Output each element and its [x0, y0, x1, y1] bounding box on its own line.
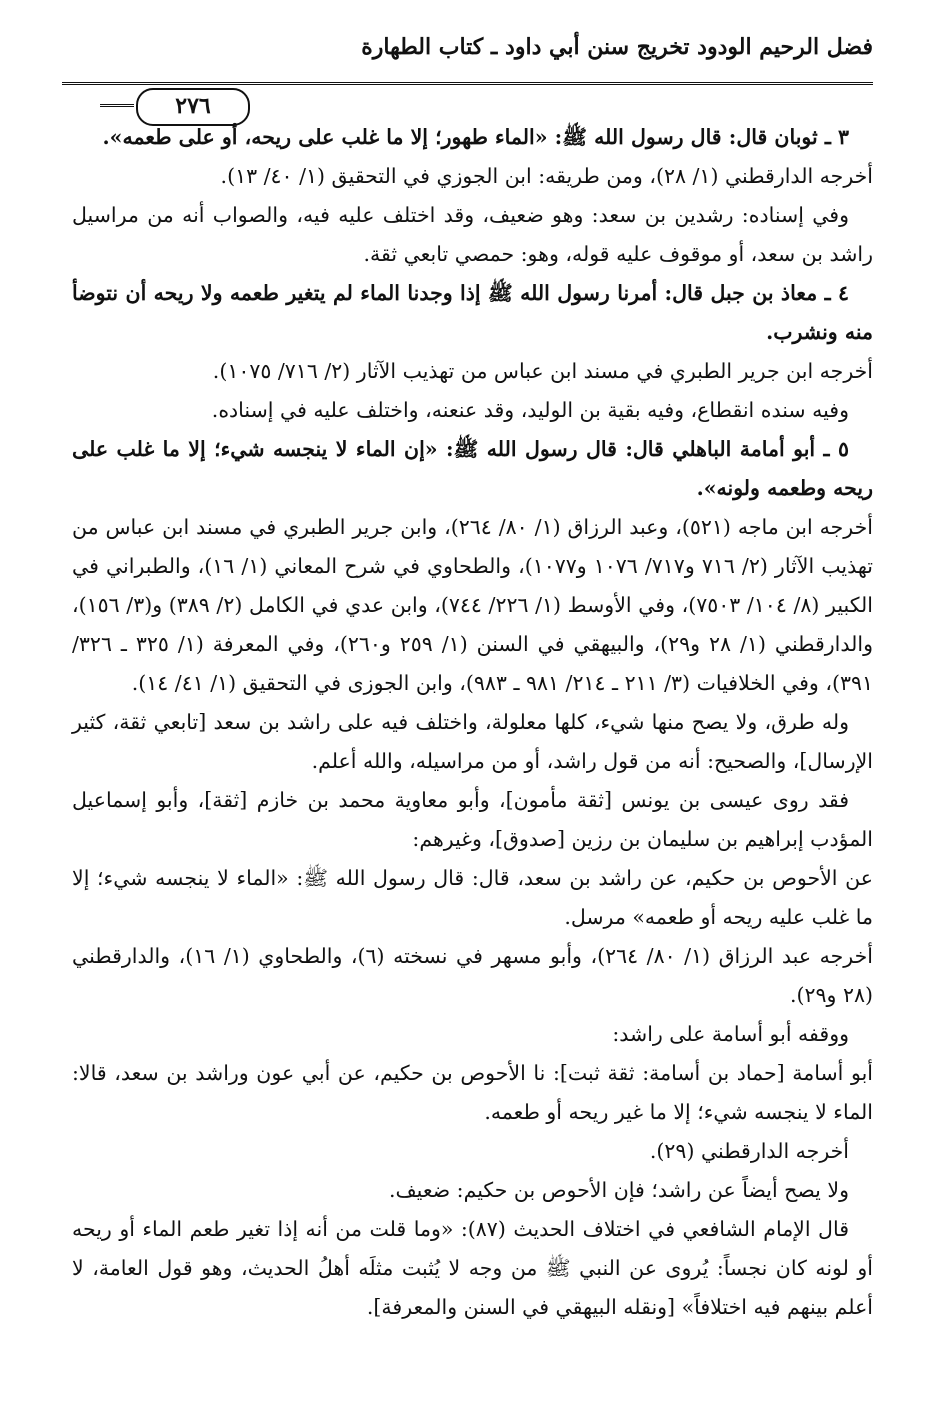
takhrij-paragraph: أخرجه ابن جرير الطبري في مسند ابن عباس من تهذيب الآثار (٢/ ٧١٦/ ١٠٧٥). — [212, 359, 873, 383]
hadith-4-muadh: ٤ ـ معاذ بن جبل قال: أمرنا رسول الله ﷺ إذا وجدنا الماء لم يتغير طعمه ولا ريحه أن نتوضأ منه ونشرب. — [72, 281, 873, 344]
takhrij-paragraph: أخرجه الدارقطني (١/ ٢٨)، ومن طريقه: ابن الجوزي في التحقيق (١/ ٤٠/ ١٣). — [220, 164, 873, 188]
page-body — [72, 118, 873, 1327]
takhrij-paragraph: أخرجه الدارقطني (٢٩). — [649, 1139, 849, 1163]
isnad-note: وفيه سنده انقطاع، وفيه بقية بن الوليد، وقد عنعنه، واختلف عليه في إسناده. — [211, 398, 849, 422]
narration-paragraph: عن الأحوص بن حكيم، عن راشد بن سعد، قال: قال رسول الله ﷺ: «الماء لا ينجسه شيء؛ إلا ما غلب عليه ريحه أو طعمه» مرسل. — [72, 866, 873, 929]
page-number: ٢٧٦ — [136, 88, 250, 126]
running-header — [62, 28, 873, 119]
commentary-paragraph: ووقفه أبو أسامة على راشد: — [612, 1022, 849, 1046]
hadith-5-abu-umama: ٥ ـ أبو أمامة الباهلي قال: قال رسول الله ﷺ: «إن الماء لا ينجسه شيء؛ إلا ما غلب على ريحه وطعمه ولونه». — [72, 437, 873, 500]
takhrij-paragraph: أخرجه ابن ماجه (٥٢١)، وعبد الرزاق (١/ ٨٠/ ٢٦٤)، وابن جرير الطبري في مسند ابن عباس من تهذيب الآثار (٢/ ٧١٦ و٧١٧/ ١٠٧٦ و١٠٧٧)، والطحاوي في شرح المعاني (١/ ١٦)، والطبراني في الكبير (٨/ ١٠٤/ ٧٥٠٣)، وفي الأوسط (١/ ٢٢٦/ ٧٤٤)، وابن عدي في الكامل (٢/ ٣٨٩) و(٣/ ١٥٦)، والدارقطني (١/ ٢٨ و٢٩)، والبيهقي في السنن (١/ ٢٥٩ و٢٦٠)، وفي المعرفة (١/ ٣٢٥ ـ ٣٢٦/ ٣٩١)، وفي الخلافيات (٣/ ٢١١ ـ ٢١٤/ ٩٨١ ـ ٩٨٣)، وابن الجوزى في التحقيق (١/ ٤١/ ١٤). — [72, 515, 873, 695]
commentary-paragraph: وله طرق، ولا يصح منها شيء، كلها معلولة، واختلف فيه على راشد بن سعد [تابعي ثقة، كثير الإرسال]، والصحيح: أنه من قول راشد، أو من مراسيله، والله أعلم. — [72, 710, 873, 773]
shafii-quote-paragraph: قال الإمام الشافعي في اختلاف الحديث (٨٧): «وما قلت من أنه إذا تغير طعم الماء أو ريحه أو لونه كان نجساً: يُروى عن النبي ﷺ من وجه لا يُثبت مثلَه أهلُ الحديث، وهو قول العامة، لا أعلم بينهم فيه اختلافاً» [ونقله البيهقي في السنن والمعرفة]. — [72, 1217, 873, 1319]
hadith-3-thawban: ٣ ـ ثوبان قال: قال رسول الله ﷺ: «الماء طهور؛ إلا ما غلب على ريحه، أو على طعمه». — [102, 125, 849, 149]
isnad-note: وفي إسناده: رشدين بن سعد: وهو ضعيف، وقد اختلف عليه فيه، والصواب أنه من مراسيل راشد بن سعد، أو موقوف عليه قوله، وهو: حمصي تابعي ثقة. — [72, 203, 873, 266]
commentary-paragraph: فقد روى عيسى بن يونس [ثقة مأمون]، وأبو معاوية محمد بن خازم [ثقة]، وأبو إسماعيل المؤدب إبراهيم بن سليمان بن رزين [صدوق]، وغيرهم: — [72, 788, 873, 851]
commentary-paragraph: ولا يصح أيضاً عن راشد؛ فإن الأحوص بن حكيم: ضعيف. — [388, 1178, 849, 1202]
header-rule-ornament-left — [100, 104, 134, 107]
page-header-title: فضل الرحيم الودود تخريج سنن أبي داود ـ كتاب الطهارة — [361, 34, 873, 60]
takhrij-paragraph: أخرجه عبد الرزاق (١/ ٨٠/ ٢٦٤)، وأبو مسهر في نسخته (٦)، والطحاوي (١/ ١٦)، والدارقطني (٢٨ و٢٩). — [72, 944, 873, 1007]
narration-paragraph: أبو أسامة [حماد بن أسامة: ثقة ثبت]: نا الأحوص بن حكيم، عن أبي عون وراشد بن سعد، قالا: الماء لا ينجسه شيء؛ إلا ما غير ريحه أو طعمه. — [72, 1061, 873, 1124]
